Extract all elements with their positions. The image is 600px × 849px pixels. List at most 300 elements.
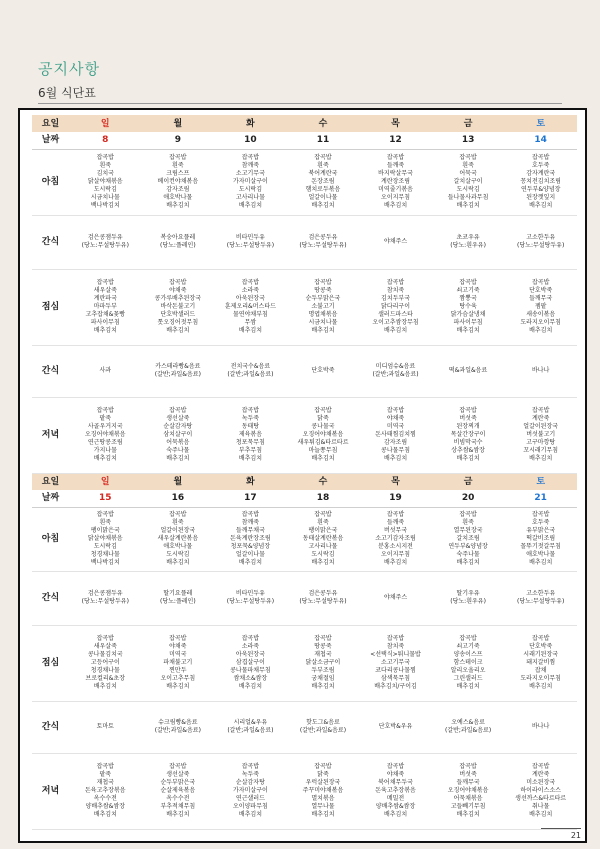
menu-item: 배추김치	[456, 683, 480, 690]
menu-item: 애호박나물	[163, 543, 193, 550]
menu-item: 야채죽	[169, 287, 187, 294]
menu-item: 도시락김	[456, 186, 480, 193]
menu-item: 잡곡밥	[459, 407, 477, 414]
menu-item: 연두부&양념장	[448, 543, 488, 550]
menu-item: (당노:플레인)	[160, 598, 196, 605]
menu-item: 배추김치	[166, 559, 190, 566]
snack-cell	[432, 571, 505, 625]
menu-item: 시금치나물	[90, 194, 120, 201]
menu-item: 배추김치	[383, 811, 408, 818]
menu-item: 바삭돈불고기	[160, 303, 196, 310]
menu-item: 버섯죽	[459, 415, 477, 422]
menu-item: 검은콩두유	[308, 590, 338, 597]
menu-item: 삼치살구이	[163, 431, 193, 438]
menu-item: 된장깻잎지	[526, 194, 556, 201]
menu-item: 궁채절임	[311, 675, 335, 682]
menu-item: 잡곡밥	[531, 511, 550, 518]
date-cell: 14	[504, 132, 577, 149]
menu-item: 토마토	[96, 723, 114, 730]
snack-cell	[359, 345, 432, 397]
menu-item: 연두부&양념장	[520, 186, 561, 193]
day-header-row	[32, 473, 577, 490]
menu-item: (갈반;과일&음료)	[372, 371, 419, 378]
menu-item: 갈치살구이	[453, 178, 483, 185]
menu-item: 닭가슴살냉채	[450, 311, 486, 318]
menu-item: 파사이무침	[90, 319, 120, 326]
menu-item: 동태탕	[241, 423, 260, 430]
menu-item: 젬팥	[534, 303, 547, 310]
menu-item: 버섯무국	[383, 527, 408, 534]
dinner-cell	[504, 397, 577, 473]
menu-item: 고사리나물	[235, 194, 265, 201]
menu-item: 배추김치	[456, 559, 480, 566]
menu-item: (당노:플레인)	[160, 242, 196, 249]
menu-item: 김치국	[96, 170, 114, 177]
dinner-cell	[287, 397, 360, 473]
menu-item: 잡곡밥	[169, 154, 187, 161]
menu-item: 잡곡밥	[386, 635, 405, 642]
menu-item: 사골우거지국	[87, 423, 123, 430]
menu-item: 잡곡밥	[96, 511, 114, 518]
menu-item: 도시락김	[238, 186, 262, 193]
menu-item: 함스테이크	[453, 659, 483, 666]
menu-item: 고등어구이	[90, 659, 120, 666]
menu-item: 잡곡밥	[314, 407, 332, 414]
page-number: 21	[570, 831, 581, 840]
menu-item: 짬뽕국	[459, 295, 477, 302]
menu-item: 잡곡밥	[386, 407, 405, 414]
lunch-cell	[214, 269, 287, 345]
menu-item: 베이컨야채볶음	[157, 178, 199, 185]
menu-item: 도라지오이무침	[520, 675, 561, 682]
menu-item: 배추김치	[529, 559, 553, 566]
menu-item: 배추김치	[166, 327, 190, 334]
menu-item: 소라죽	[241, 287, 260, 294]
snack-label: 간식	[32, 571, 69, 625]
menu-item: 콩나물무침	[381, 447, 411, 454]
menu-item: 어묵볶음	[166, 439, 190, 446]
menu-item: 찐만두	[169, 667, 187, 674]
menu-item: 배추김치	[529, 202, 553, 209]
menu-item: 잡채	[534, 667, 547, 674]
breakfast-cell	[69, 507, 142, 571]
menu-item: 어묵국	[459, 170, 477, 177]
menu-item: 닭살야채볶음	[87, 178, 123, 185]
menu-item: 계란죽	[531, 415, 550, 422]
menu-item: 옥수수전	[93, 795, 117, 802]
breakfast-cell	[504, 149, 577, 215]
menu-item: 전치국수&음료	[230, 363, 271, 370]
snack-cell	[359, 571, 432, 625]
menu-item: 감자계란국	[526, 170, 556, 177]
menu-item: 팥죽	[99, 415, 112, 422]
date-cell: 21	[504, 490, 577, 507]
snack-cell	[287, 215, 360, 269]
menu-item: 돈육계란장조림	[230, 535, 271, 542]
menu-item: 청경채나물	[90, 551, 120, 558]
day-cell: 목	[359, 473, 432, 490]
date-cell: 19	[359, 490, 432, 507]
menu-item: 배추김치	[93, 811, 117, 818]
menu-item: 쌈채소&쌈장	[233, 675, 268, 682]
lunch-cell	[432, 269, 505, 345]
menu-item: 배추김치	[456, 202, 480, 209]
menu-item: 흰죽	[462, 519, 474, 526]
menu-item: 잡곡밥	[96, 407, 114, 414]
snack-cell	[69, 701, 142, 753]
breakfast-label: 아침	[32, 507, 69, 571]
breakfast-row	[32, 507, 577, 571]
menu-item: 잡곡밥	[314, 154, 332, 161]
day-cell: 일	[69, 473, 142, 490]
menu-item: 바나나	[531, 723, 550, 730]
menu-item: 소고기감자조림	[375, 535, 416, 542]
snack-row	[32, 345, 577, 397]
dinner-cell	[504, 753, 577, 829]
menu-item: 오이고추무침	[160, 675, 196, 682]
snack-cell	[504, 701, 577, 753]
menu-item: 도라지오이무침	[520, 319, 561, 326]
menu-item: 단호박&우유	[378, 723, 413, 730]
menu-item: 삼겹살구이	[235, 659, 265, 666]
menu-item: 계란파국	[93, 295, 117, 302]
menu-item: 배추김치	[529, 683, 553, 690]
date-cell: 9	[142, 132, 215, 149]
lunch-cell	[504, 625, 577, 701]
menu-item: 미역국	[169, 651, 187, 658]
menu-item: 가지나물	[93, 447, 117, 454]
menu-item: 잡곡밥	[169, 635, 187, 642]
menu-item: 참깨죽	[241, 162, 260, 169]
menu-item: 배추김치	[93, 683, 117, 690]
menu-item: 잡곡밥	[314, 511, 332, 518]
menu-item: 잡곡밥	[459, 511, 477, 518]
day-label: 요일	[32, 115, 69, 132]
breakfast-cell	[142, 149, 215, 215]
menu-item: 삼색묵무침	[381, 675, 411, 682]
menu-item: 닭죽	[317, 415, 329, 422]
snack-cell	[142, 701, 215, 753]
menu-item: 배추김치	[238, 559, 262, 566]
day-cell: 월	[142, 473, 215, 490]
menu-item: 버섯불고기	[526, 431, 556, 438]
menu-item: 배추김치	[456, 455, 480, 462]
menu-item: 딸기우유	[456, 590, 480, 597]
dinner-cell	[214, 753, 287, 829]
lunch-label: 점심	[32, 269, 69, 345]
menu-item: 배추김치	[238, 455, 262, 462]
menu-item: 흰죽	[172, 162, 184, 169]
menu-item: 얼갈이된장국	[523, 423, 559, 430]
menu-item: 배추김치	[311, 202, 335, 209]
title-divider	[38, 103, 562, 104]
menu-item: 얼갈이나물	[308, 194, 338, 201]
menu-item: 고추잡채&꽃빵	[85, 311, 126, 318]
menu-item: 단호박죽	[529, 643, 553, 650]
menu-item: 닭살야채볶음	[87, 535, 123, 542]
menu-item: 열무된장국	[453, 527, 483, 534]
menu-item: 핫도그&음료	[306, 719, 340, 726]
menu-item: 땅콩죽	[314, 643, 332, 650]
snack-cell	[142, 215, 215, 269]
menu-item: 제육볶음	[238, 431, 262, 438]
menu-item: 참치죽	[386, 643, 405, 650]
menu-item: 오이양파무침	[233, 803, 268, 810]
snack-cell	[287, 571, 360, 625]
dinner-cell	[142, 753, 215, 829]
menu-item: 새우살죽	[93, 287, 117, 294]
breakfast-cell	[214, 507, 287, 571]
menu-item: 잡곡밥	[314, 763, 332, 770]
dinner-cell	[359, 397, 432, 473]
menu-item: 김치두부국	[381, 295, 411, 302]
menu-item: 분홍소시지전	[378, 543, 413, 550]
day-cell: 월	[142, 115, 215, 132]
snack-cell	[214, 571, 287, 625]
menu-item: 알리오올리오	[450, 667, 486, 674]
menu-item: 연근땅콩조림	[87, 439, 123, 446]
menu-item: 재첩국	[314, 651, 332, 658]
day-cell: 금	[432, 115, 505, 132]
menu-item: 청포묵&양념장	[230, 543, 271, 550]
menu-item: 떡&과일&음료	[448, 367, 488, 374]
menu-item: 슈크림빵&음료	[158, 719, 198, 726]
menu-item: 새우살죽	[93, 643, 117, 650]
menu-item: 돈사태찜김치찜	[375, 431, 416, 438]
menu-item: 검은콩잼두유	[87, 234, 123, 241]
menu-item: 순두부맑은국	[305, 295, 341, 302]
menu-item: 잡곡밥	[169, 511, 187, 518]
snack-cell	[69, 571, 142, 625]
menu-item: 콩나물파채무침	[230, 667, 271, 674]
menu-item: 복숭아요플레	[160, 234, 196, 241]
menu-item: 애호박나물	[526, 551, 556, 558]
dinner-row	[32, 397, 577, 473]
menu-frame	[18, 108, 587, 843]
menu-item: 들깨무국	[456, 779, 480, 786]
menu-item: 무쌈	[244, 319, 257, 326]
menu-item: 도시락김	[311, 551, 335, 558]
menu-item: 얼갈이된장국	[160, 527, 196, 534]
menu-item: (갈반;과일&음료)	[154, 371, 201, 378]
day-cell: 수	[287, 115, 360, 132]
breakfast-row	[32, 149, 577, 215]
menu-item: 고소한두유	[526, 234, 556, 241]
lunch-cell	[214, 625, 287, 701]
menu-item: 잡곡밥	[169, 763, 187, 770]
menu-item: 새송이볶음	[526, 311, 556, 318]
menu-item: (당노:흰우유)	[450, 598, 486, 605]
lunch-row	[32, 625, 577, 701]
menu-item: 동태살계란볶음	[302, 535, 344, 542]
menu-item: 비타민두유	[235, 590, 265, 597]
menu-item: 배추김치	[529, 811, 553, 818]
menu-item: 햄치로두볶음	[305, 186, 341, 193]
menu-item: 시금치나물	[308, 319, 338, 326]
snack-cell	[214, 345, 287, 397]
menu-item: 하이라이스소스	[520, 787, 561, 794]
menu-item: 가자미살구이	[233, 787, 268, 794]
menu-item: 버섯죽	[459, 771, 477, 778]
menu-item: 미소된장국	[526, 779, 556, 786]
menu-item: 열무나물	[311, 803, 335, 810]
snack-cell	[504, 215, 577, 269]
menu-item: 미역국	[386, 423, 405, 430]
day-cell: 화	[214, 115, 287, 132]
menu-item: 흰죽	[172, 519, 184, 526]
menu-item: 팽이맑은국	[308, 527, 338, 534]
dinner-label: 저녁	[32, 753, 69, 829]
menu-item: 마늘쫑무침	[308, 447, 338, 454]
menu-item: 그린샐러드	[453, 675, 483, 682]
menu-item: 들나물사과무침	[447, 194, 489, 201]
lunch-cell	[142, 269, 215, 345]
menu-item: 감자조림	[383, 439, 408, 446]
menu-item: 양배추쌈&쌈장	[375, 803, 416, 810]
menu-item: 가자미살구이	[233, 178, 268, 185]
date-label: 날짜	[32, 490, 69, 507]
lunch-row	[32, 269, 577, 345]
menu-item: 돈육고추장볶음	[84, 787, 126, 794]
menu-item: 닭다리구이	[381, 303, 411, 310]
date-cell: 8	[69, 132, 142, 149]
menu-item: 물연야채부침	[233, 311, 268, 318]
date-cell: 12	[359, 132, 432, 149]
menu-item: (당노:무설탕두유)	[299, 242, 347, 249]
dinner-cell	[142, 397, 215, 473]
snack-label: 간식	[32, 215, 69, 269]
menu-item: 배추김치	[383, 559, 408, 566]
menu-item: 배추김치	[238, 327, 262, 334]
snack-cell	[69, 215, 142, 269]
menu-item: 배추김치	[529, 455, 553, 462]
snack-cell	[214, 215, 287, 269]
snack-cell	[359, 215, 432, 269]
menu-item: 배추김치	[311, 559, 335, 566]
menu-item: 호두죽	[531, 519, 550, 526]
menu-item: 순두부맑은국	[160, 779, 196, 786]
menu-item: 배추김치	[166, 811, 190, 818]
menu-item: 야채주스	[383, 238, 408, 245]
menu-item: 땅콩죽	[314, 287, 332, 294]
menu-item: 꼴뚜기젓갈무침	[520, 543, 561, 550]
breakfast-cell	[287, 149, 360, 215]
day-header-row	[32, 115, 577, 132]
menu-item: 초코우유	[456, 234, 480, 241]
snack-cell	[504, 345, 577, 397]
date-label: 날짜	[32, 132, 69, 149]
menu-item: (갈반;과일&음료)	[299, 727, 347, 734]
menu-item: 감자조림	[166, 186, 190, 193]
menu-item: 들깨무채국	[235, 527, 265, 534]
menu-item: 순살감자탕	[163, 423, 193, 430]
date-cell: 18	[287, 490, 360, 507]
breakfast-cell	[504, 507, 577, 571]
menu-item: (갈반;과일&음료)	[445, 727, 492, 734]
menu-item: 돼지갈비찜	[526, 659, 556, 666]
menu-item: 오이고추쌈장무침	[372, 319, 419, 326]
menu-item: 배추김치	[166, 202, 190, 209]
breakfast-label: 아침	[32, 149, 69, 215]
menu-item: 콩나물국	[311, 423, 335, 430]
menu-item: 오이지무침	[381, 551, 411, 558]
menu-item: 야채주스	[383, 594, 408, 601]
menu-item: 호두죽	[531, 162, 550, 169]
menu-item: 양배추쌈&쌈장	[85, 803, 126, 810]
menu-item: 아욱된장국	[235, 651, 265, 658]
lunch-cell	[69, 269, 142, 345]
menu-item: 미디엄슈&음료	[375, 363, 416, 370]
menu-item: 오징어야채볶음	[447, 787, 489, 794]
day-cell: 화	[214, 473, 287, 490]
menu-item: 연근샐러드	[235, 795, 265, 802]
menu-item: 숙주나물	[456, 551, 480, 558]
menu-item: 흰죽	[462, 162, 474, 169]
menu-item: 잡곡밥	[169, 407, 187, 414]
breakfast-cell	[69, 149, 142, 215]
menu-item: 배추김치	[238, 202, 262, 209]
date-cell: 17	[214, 490, 287, 507]
menu-item: 배추김치	[311, 455, 335, 462]
lunch-cell	[142, 625, 215, 701]
menu-item: 잡곡밥	[386, 763, 405, 770]
menu-item: 잡곡밥	[531, 635, 550, 642]
page-number-rule	[541, 828, 581, 829]
menu-item: 비빔막국수	[453, 439, 483, 446]
snack-cell	[142, 345, 215, 397]
menu-item: 배추김치	[383, 455, 408, 462]
date-cell: 20	[432, 490, 505, 507]
snack-cell	[287, 701, 360, 753]
menu-item: (당노:무설탕두유)	[517, 598, 565, 605]
date-cell: 10	[214, 132, 287, 149]
menu-item: <선택식>튀니물밥	[370, 651, 421, 658]
menu-item: 단호박샐러드	[160, 311, 196, 318]
menu-item: 단호박죽	[529, 287, 553, 294]
menu-item: 백나박김치	[90, 559, 120, 566]
menu-item: 배추김치	[529, 327, 553, 334]
menu-item: 상추쌈&쌈장	[451, 447, 485, 454]
menu-item: 배추김치	[456, 811, 480, 818]
menu-item: 청포묵무침	[235, 439, 265, 446]
lunch-cell	[287, 625, 360, 701]
menu-item: 배추김치	[383, 327, 408, 334]
dinner-cell	[69, 397, 142, 473]
menu-item: 잡곡밥	[314, 635, 332, 642]
menu-item: 부추적채무침	[160, 803, 196, 810]
dinner-cell	[214, 397, 287, 473]
menu-item: 주꾸미야채볶음	[302, 787, 344, 794]
menu-item: 잡곡밥	[531, 154, 550, 161]
menu-item: 고구마깡탕	[526, 439, 556, 446]
snack-cell	[359, 701, 432, 753]
menu-item: 시리얼&우유	[233, 719, 268, 726]
menu-item: 잡곡밥	[96, 763, 114, 770]
menu-item: 꽁치전김치조림	[520, 178, 561, 185]
menu-item: 들깨무국	[529, 295, 553, 302]
day-cell: 토	[504, 115, 577, 132]
menu-item: 잡곡밥	[241, 154, 260, 161]
menu-item: 탕수육	[459, 303, 477, 310]
menu-item: 된장찌개	[456, 423, 480, 430]
date-cell: 15	[69, 490, 142, 507]
breakfast-cell	[287, 507, 360, 571]
menu-item: 배추김치/구이김	[374, 683, 417, 690]
menu-item: 배추김치	[93, 327, 117, 334]
menu-item: 흰죽	[99, 162, 112, 169]
menu-item: 콩나물김치국	[87, 651, 123, 658]
menu-item: 잡곡밥	[241, 635, 260, 642]
